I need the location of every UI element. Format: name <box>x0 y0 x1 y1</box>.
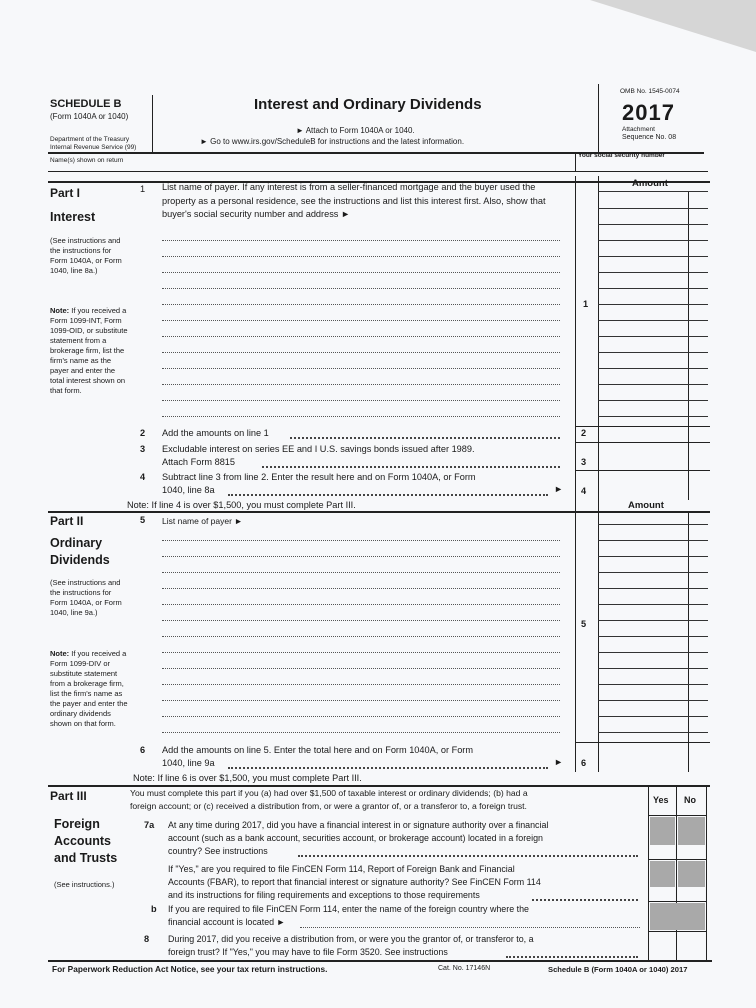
names-field[interactable] <box>60 160 560 171</box>
line5-text: List name of payer ► <box>162 516 243 526</box>
omb-number: OMB No. 1545-0074 <box>620 88 680 95</box>
line8-text-1: During 2017, did you receive a distribution from, or were you the grantor of, or transferor to, a <box>168 934 534 944</box>
part1-title: Interest <box>50 210 96 224</box>
part3-title-2: Accounts <box>54 834 111 848</box>
line3-rule <box>575 470 710 471</box>
line5-payer-row[interactable] <box>162 684 560 685</box>
line1-text: List name of payer. If any interest is from a seller-financed mortgage and the buyer used the property as a personal residence, see the instructions and list this interest first. Also, show that buyer's social security number and address ► <box>162 182 546 219</box>
part2-label: Part II <box>50 514 84 528</box>
line6-amount-field[interactable] <box>600 757 686 770</box>
line1-payer-row[interactable] <box>162 368 560 369</box>
part1-amount-header-box <box>598 177 708 192</box>
part2-boxcol-left <box>575 500 576 772</box>
line2-amount-field[interactable] <box>600 428 686 441</box>
line1-box-number: 1 <box>583 299 589 309</box>
department-label: Department of the Treasury <box>50 136 130 143</box>
part3-title-1: Foreign <box>54 817 100 831</box>
line6-leader <box>228 767 548 769</box>
part2-note <box>50 649 130 729</box>
line7a-number: 7a <box>144 820 155 830</box>
part2-note-label: Note: <box>50 649 70 658</box>
line1-amount-row[interactable] <box>598 208 708 209</box>
schedule-title: SCHEDULE B <box>50 98 122 110</box>
part1-label: Part I <box>50 186 81 200</box>
line1-payer-row[interactable] <box>162 400 560 401</box>
line8-yes-left <box>648 932 649 960</box>
line7a-text-3: country? See instructions <box>168 846 268 856</box>
line7a-no-checkbox[interactable] <box>678 846 704 858</box>
part3-title-3: and Trusts <box>54 851 118 865</box>
line4-box-number: 4 <box>581 486 587 496</box>
line4-text-a: Subtract line 3 from line 2. Enter the result here and on Form 1040A, or Form <box>162 472 476 482</box>
line3-amount-field[interactable] <box>600 456 686 469</box>
line1-payer-row[interactable] <box>162 320 560 321</box>
line5-box-number: 5 <box>581 619 587 629</box>
line5-amount-row[interactable] <box>598 604 708 605</box>
line3-leader <box>262 466 560 468</box>
part1-note-label: Note: <box>50 306 70 315</box>
part3-label: Part III <box>50 789 87 803</box>
line1-payer-row[interactable] <box>162 384 560 385</box>
line3-number: 3 <box>140 444 146 454</box>
paperwork-notice: For Paperwork Reduction Act Notice, see your tax return instructions. <box>52 964 328 974</box>
line7a-if-leader <box>532 899 638 901</box>
names-label: Name(s) shown on return <box>50 157 124 164</box>
line8-text-2: foreign trust? If "Yes," you may have to file Form 3520. See instructions <box>168 947 448 957</box>
page-corner-shadow <box>590 0 756 52</box>
line5-amount-row[interactable] <box>598 716 708 717</box>
line5-payer-row[interactable] <box>162 556 560 557</box>
line5-amount-row[interactable] <box>598 556 708 557</box>
part3-see-instructions: (See instructions.) <box>54 880 115 889</box>
line5-amount-row[interactable] <box>598 620 708 621</box>
attach-line: ► Attach to Form 1040A or 1040. <box>296 126 415 135</box>
fbar-yes-checkbox[interactable] <box>650 888 674 900</box>
catalog-number: Cat. No. 17146N <box>438 965 491 972</box>
line7a-text-1: At any time during 2017, did you have a financial interest in or signature authority over a financial <box>168 820 549 830</box>
line7a-row-rule <box>648 859 706 860</box>
line4-arrow-icon: ► <box>554 484 564 494</box>
line8-leader <box>506 956 638 958</box>
no-col-right <box>706 786 707 936</box>
line2-rule <box>575 442 710 443</box>
line5-payer-row[interactable] <box>162 732 560 733</box>
line3-text-b: Attach Form 8815 <box>162 457 236 467</box>
part3-top-rule <box>48 785 710 787</box>
line4-amount-field[interactable] <box>600 484 686 497</box>
part2-cents-divider <box>688 513 689 772</box>
line7b-shade <box>650 903 705 930</box>
part1-amount-header: Amount <box>632 178 668 189</box>
line5-amount-row[interactable] <box>598 732 708 733</box>
line5-payer-row[interactable] <box>162 668 560 669</box>
ssn-field[interactable] <box>580 162 700 172</box>
line7a-text-2: account (such as a bank account, securities account, or brokerage account) located in a foreign <box>168 833 543 843</box>
line5-amount-row[interactable] <box>598 524 708 525</box>
line1-number: 1 <box>140 184 146 194</box>
line7a-leader <box>298 855 638 857</box>
attachment-label: Attachment <box>622 126 655 133</box>
line6-number: 6 <box>140 745 146 755</box>
line6-arrow-icon: ► <box>554 757 564 767</box>
line1-payer-row[interactable] <box>162 272 560 273</box>
line5-amount-row[interactable] <box>598 700 708 701</box>
part2-note2: Note: If line 6 is over $1,500, you must complete Part III. <box>133 773 362 783</box>
line8-no-right <box>706 932 707 960</box>
line2-box-number: 2 <box>581 428 587 438</box>
yes-no-header-rule <box>648 815 706 816</box>
part3-intro-b: foreign account; or (c) received a distribution from, or were a grantor of, or a transferor to, a foreign trust. <box>130 801 527 811</box>
line5-number: 5 <box>140 515 146 525</box>
fbar-no-shade <box>678 861 705 887</box>
line1-payer-row[interactable] <box>162 416 560 417</box>
header-divider-left <box>152 95 153 153</box>
fbar-row-rule <box>648 901 706 902</box>
line5-payer-row[interactable] <box>162 636 560 637</box>
line2-text: Add the amounts on line 1 <box>162 428 269 438</box>
line1-amount-row[interactable] <box>598 320 708 321</box>
line5-amount-row[interactable] <box>598 588 708 589</box>
line5-payer-row[interactable] <box>162 572 560 573</box>
sequence-number: Sequence No. 08 <box>622 134 677 141</box>
line5-amount-row[interactable] <box>598 572 708 573</box>
line7b-country-field[interactable] <box>300 927 640 928</box>
line1-amount-row[interactable] <box>598 368 708 369</box>
line5-payer-row[interactable] <box>162 700 560 701</box>
line1-amount-row[interactable] <box>598 272 708 273</box>
line1-amount-row[interactable] <box>598 384 708 385</box>
part1-note <box>50 306 128 396</box>
line1-amount-row[interactable] <box>598 240 708 241</box>
line8-no-checkbox[interactable] <box>678 946 704 958</box>
yes-header: Yes <box>653 795 669 805</box>
line5-payer-row[interactable] <box>162 716 560 717</box>
line2-number: 2 <box>140 428 146 438</box>
line5-payer-row[interactable] <box>162 540 560 541</box>
part1-boxcol-left <box>575 176 576 500</box>
tax-year: 2017 <box>622 100 675 125</box>
line7a-no-shade <box>678 817 705 845</box>
part2-note-text: If you received a Form 1099-DIV or substitute statement from a brokerage firm, list the firm's name as the payer and enter the ordinary dividends shown on that form. <box>50 649 128 728</box>
line7b-text-1: If you are required to file FinCEN Form 114, enter the name of the foreign country where the <box>168 904 529 914</box>
part2-amount-header: Amount <box>628 500 664 511</box>
line1-payer-row[interactable] <box>162 256 560 257</box>
line6-text-b: 1040, line 9a <box>162 758 215 768</box>
schedule-footer: Schedule B (Form 1040A or 1040) 2017 <box>548 965 688 974</box>
form-title: Interest and Ordinary Dividends <box>254 96 482 113</box>
line5-amount-row[interactable] <box>598 540 708 541</box>
line1-payer-row[interactable] <box>162 352 560 353</box>
part3-intro-a: You must complete this part if you (a) had over $1,500 of taxable interest or ordinary dividends; (b) had a <box>130 788 528 798</box>
line3-text-a: Excludable interest on series EE and I U.S. savings bonds issued after 1989. <box>162 444 475 454</box>
yes-col-left <box>648 786 649 936</box>
line3-box-number: 3 <box>581 457 587 467</box>
line1-amount-row[interactable] <box>598 256 708 257</box>
line1-amount-row[interactable] <box>598 400 708 401</box>
line7a-yes-checkbox[interactable] <box>650 846 674 858</box>
line1-amount-row[interactable] <box>598 288 708 289</box>
line1-amount-row[interactable] <box>598 304 708 305</box>
line7b-text-2: financial account is located ► <box>168 917 286 927</box>
line8-number: 8 <box>144 934 150 944</box>
line5-box-rule <box>575 742 710 743</box>
part1-see-instructions: (See instructions and the instructions for Form 1040A, or Form 1040, line 8a.) <box>50 236 122 275</box>
line1-box-rule <box>575 426 710 427</box>
part2-title-2: Dividends <box>50 553 110 567</box>
line5-amount-row[interactable] <box>598 668 708 669</box>
line1-amount-row[interactable] <box>598 352 708 353</box>
line5-amount-row[interactable] <box>598 684 708 685</box>
irs-label: Internal Revenue Service (99) <box>50 144 137 151</box>
part2-title-1: Ordinary <box>50 536 103 550</box>
line1-payer-row[interactable] <box>162 336 560 337</box>
line1-payer-row[interactable] <box>162 240 560 241</box>
line5-amount-row[interactable] <box>598 636 708 637</box>
line7a-if-1: If "Yes," are you required to file FinCEN Form 114, Report of Foreign Bank and Financial <box>168 864 515 874</box>
line7a-if-3: and its instructions for filing requirements and exceptions to those requirements <box>168 890 480 900</box>
part2-top-rule <box>48 511 710 513</box>
part1-note2: Note: If line 4 is over $1,500, you must complete Part III. <box>127 500 356 510</box>
line1-payer-row[interactable] <box>162 288 560 289</box>
part1-cents-divider <box>688 192 689 500</box>
schedule-form: (Form 1040A or 1040) <box>50 112 129 121</box>
line7a-if-2: Accounts (FBAR), to report that financial interest or signature authority? See FinCEN Form 114 <box>168 877 541 887</box>
line5-payer-row[interactable] <box>162 652 560 653</box>
line5-payer-row[interactable] <box>162 620 560 621</box>
fbar-yes-shade <box>650 861 675 887</box>
fbar-no-checkbox[interactable] <box>678 888 704 900</box>
part1-note-text: If you received a Form 1099-INT, Form 1099-OID, or substitute statement from a brokerage firm, list the firm's name as the payer and enter the total interest shown on that form. <box>50 306 128 395</box>
line1-amount-row[interactable] <box>598 224 708 225</box>
line4-text-b: 1040, line 8a <box>162 485 215 495</box>
line5-payer-row[interactable] <box>162 588 560 589</box>
header-divider-right <box>598 84 599 152</box>
line8-yes-checkbox[interactable] <box>650 946 674 958</box>
line7a-yes-shade <box>650 817 675 845</box>
line4-number: 4 <box>140 472 146 482</box>
line4-leader <box>228 494 548 496</box>
line7b-row-rule <box>648 931 706 932</box>
line1-payer-row[interactable] <box>162 304 560 305</box>
ssn-divider <box>575 152 576 172</box>
part2-see-instructions: (See instructions and the instructions for Form 1040A, or Form 1040, line 9a.) <box>50 578 122 617</box>
line1-amount-row[interactable] <box>598 416 708 417</box>
line6-text-a: Add the amounts on line 5. Enter the total here and on Form 1040A, or Form <box>162 745 474 755</box>
footer-rule <box>48 960 712 962</box>
line7b-number: b <box>151 904 157 914</box>
line5-amount-row[interactable] <box>598 652 708 653</box>
ssn-label: Your social security number <box>578 152 665 159</box>
line6-box-number: 6 <box>581 758 587 768</box>
no-header: No <box>684 795 696 805</box>
line8-divider <box>676 932 677 960</box>
line5-payer-row[interactable] <box>162 604 560 605</box>
line2-leader <box>290 437 560 439</box>
line1-amount-row[interactable] <box>598 336 708 337</box>
goto-line: ► Go to www.irs.gov/ScheduleB for instructions and the latest information. <box>200 137 465 146</box>
